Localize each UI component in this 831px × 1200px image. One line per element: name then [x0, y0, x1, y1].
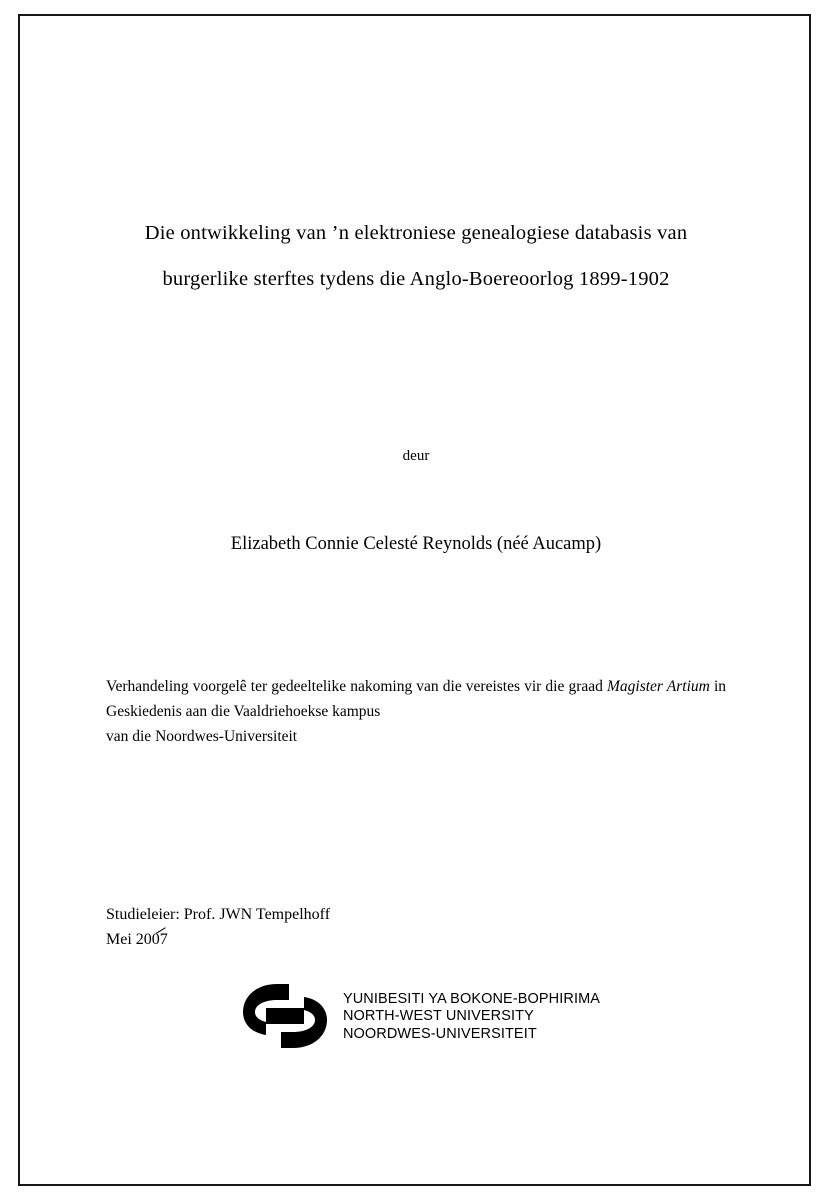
date-line-wrap	[106, 927, 168, 952]
logo-text	[343, 989, 600, 1044]
university-logo	[20, 978, 813, 1054]
statement-part-1: Verhandeling voorgelê ter gedeeltelike nakoming van die vereistes vir die graad	[106, 678, 607, 695]
logo-text-line-2: NORTH-WEST UNIVERSITY	[342, 1008, 534, 1025]
logo-text-line-3: NOORDWES-UNIVERSITEIT	[342, 1025, 537, 1042]
title-line-2: burgerlike sterftes tydens die Anglo-Boereoorlog 1899-1902	[162, 268, 670, 290]
author-name: Elizabeth Connie Celesté Reynolds (néé Aucamp)	[230, 534, 602, 554]
logo-inner	[233, 978, 600, 1054]
logo-text-line-1: YUNIBESITI YA BOKONE-BOPHIRIMA	[342, 990, 601, 1007]
statement-part-2: in Geskiedenis aan die Vaaldriehoekse kampus	[106, 678, 726, 720]
statement-part-3: van die Noordwes-Universiteit	[106, 728, 298, 745]
page-title	[86, 210, 746, 302]
degree-statement	[106, 674, 726, 749]
supervisor-and-date	[106, 902, 726, 952]
supervisor-line: Studieleier: Prof. JWN Tempelhoff	[106, 906, 331, 923]
title-line-1: Die ontwikkeling van ’n elektroniese genealogiese databasis van	[144, 222, 688, 244]
nwu-logo-icon	[233, 978, 337, 1054]
by-label: deur	[402, 448, 430, 464]
page-border	[18, 14, 811, 1186]
statement-emphasis: Magister Artium	[607, 678, 710, 695]
title-page-sheet	[20, 16, 809, 1184]
date-line: Mei 2007	[106, 931, 168, 948]
